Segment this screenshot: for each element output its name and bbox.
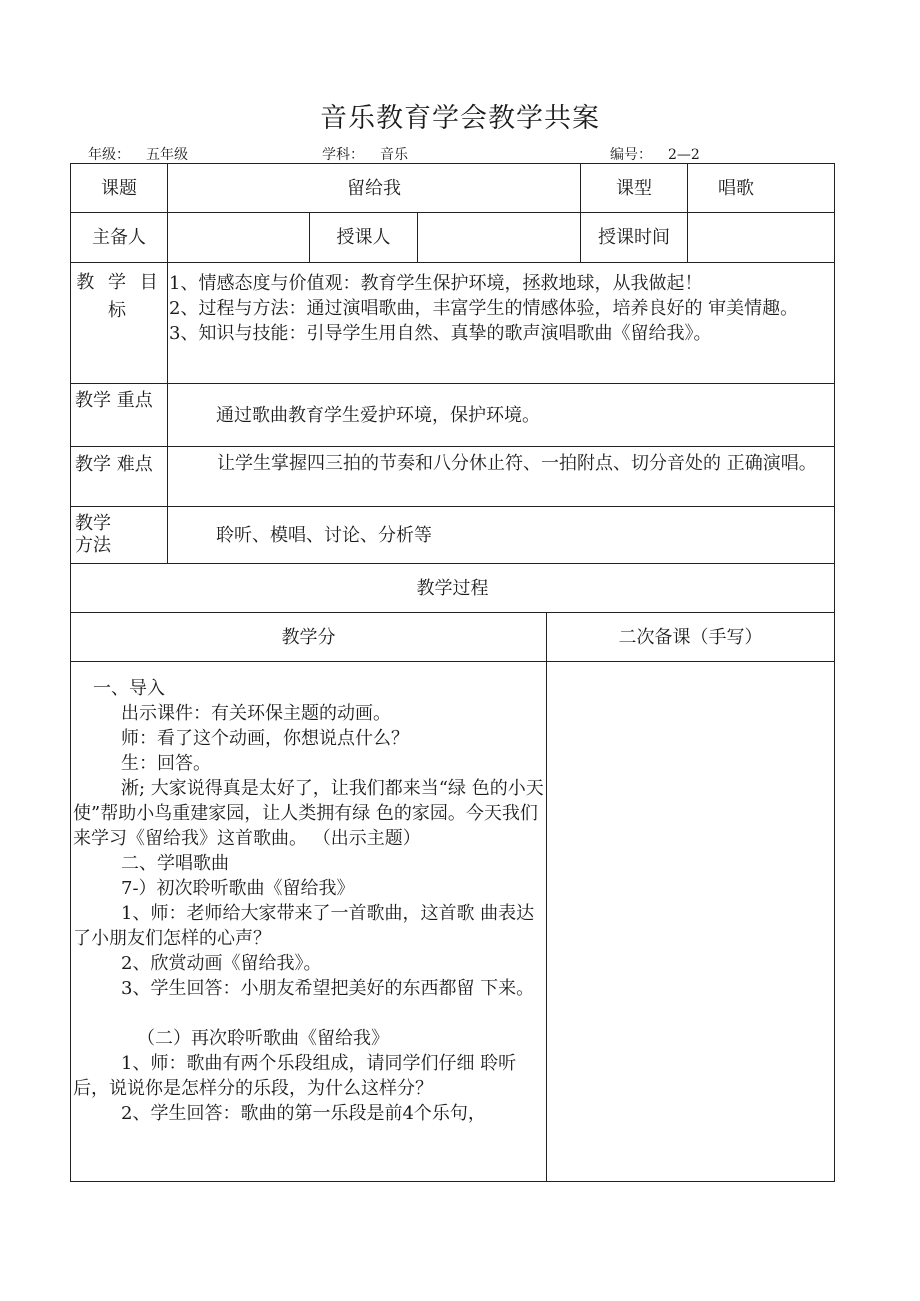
difficulty-value: 让学生掌握四三拍的节奏和八分休止符、一拍附点、切分音处的 正确演唱。 [168,447,835,507]
process-para-2: 出示课件：有关环保主题的动画。 [121,703,391,724]
preparer-label: 主备人 [71,213,168,263]
process-para-3: 师：看了这个动画，你想说点什么？ [121,728,409,749]
column-header-teaching: 教学分 [71,613,547,662]
number-value: 2—2 [668,147,700,163]
blank-line [73,1001,544,1026]
method-label: 教学方法 [71,507,168,564]
difficulty-label: 教学 难点 [71,447,168,507]
process-para-8: 1、师：老师给大家带来了一首歌曲，这首歌 曲表达了小朋友们怎样的心声？ [73,903,535,949]
key-label: 教学 重点 [71,384,168,447]
preparer-value [168,213,310,263]
process-para-13: 2、学生回答：歌曲的第一乐段是前4个乐句， [121,1103,486,1124]
process-para-6: 二、学唱歌曲 [121,853,229,874]
second-prep-cell [547,662,835,1182]
method-value: 聆听、模唱、讨论、分析等 [168,507,835,564]
goal-1: 1、情感态度与价值观：教育学生保护环境，拯救地球，从我做起！ [169,273,703,294]
goals-label: 教 学 目 标 [71,263,168,384]
grade-label: 年级： [88,147,130,163]
subject-label: 学科： [322,147,364,163]
topic-value: 留给我 [168,164,581,213]
process-para-9: 2、欣赏动画《留给我》。 [121,953,322,974]
topic-label: 课题 [71,164,168,213]
goal-3: 3、知识与技能：引导学生用自然、真挚的歌声演唱歌曲《留给我》。 [169,323,712,344]
subject-value: 音乐 [380,147,408,163]
time-label: 授课时间 [581,213,688,263]
time-value [688,213,835,263]
number-info [610,144,700,164]
goals-cell [168,263,835,384]
process-para-7: 7-）初次聆听歌曲《留给我》 [121,878,355,899]
process-para-11: （二）再次聆听歌曲《留给我》 [137,1028,389,1049]
process-content [71,662,547,1182]
process-para-1: 一、导入 [93,678,165,699]
type-value: 唱歌 [688,164,835,213]
lesson-plan-table [70,163,835,1182]
key-value: 通过歌曲教育学生爱护环境，保护环境。 [168,384,835,447]
number-label: 编号： [610,147,652,163]
process-para-5: 淅; 大家说得真是太好了，让我们都来当“绿 色的小天使”帮助小鸟重建家园，让人类拥有绿 色的家园。今天我们来学习《留给我》这首歌曲。 （出示主题） [73,778,544,849]
process-para-4: 生：回答。 [121,753,211,774]
type-label: 课型 [581,164,688,213]
column-header-second-prep: 二次备课（手写） [547,613,835,662]
grade-info [88,144,188,164]
subject-info [322,144,408,164]
teacher-value [418,213,581,263]
teacher-label: 授课人 [310,213,418,263]
goal-2: 2、过程与方法：通过演唱歌曲，丰富学生的情感体验，培养良好的 审美情趣。 [169,298,799,319]
process-label: 教学过程 [71,564,835,613]
process-para-10: 3、学生回答：小朋友希望把美好的东西都留 下来。 [121,978,535,999]
document-title: 音乐教育学会教学共案 [320,103,600,134]
grade-value: 五年级 [146,147,188,163]
process-para-12: 1、师：歌曲有两个乐段组成，请同学们仔细 聆听后，说说你是怎样分的乐段，为什么这样分？ [73,1053,517,1099]
